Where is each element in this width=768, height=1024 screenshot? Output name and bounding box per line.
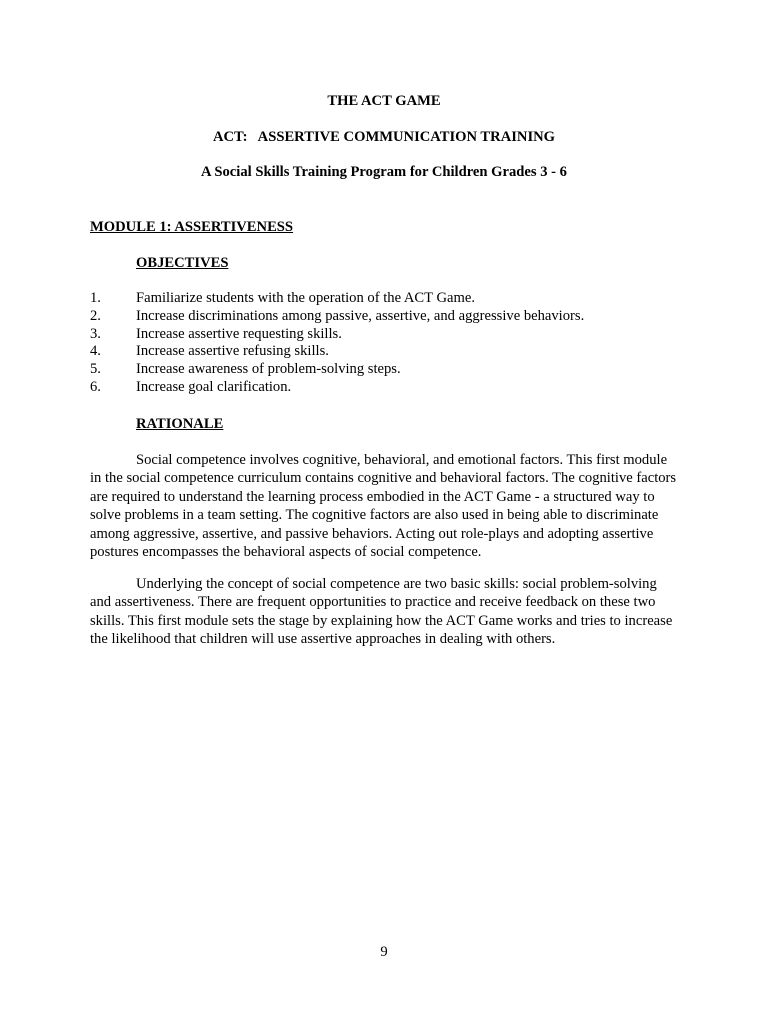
program-subtitle: A Social Skills Training Program for Children Grades 3 - 6: [201, 164, 567, 180]
list-item-number: 5.: [90, 361, 101, 378]
rationale-paragraph-1: Social competence involves cognitive, behavioral, and emotional factors. This first module in the social competence curriculum contains cognitive and behavioral factors. The cognitive factors are required to understand the learning process embodied in the ACT Game - a structured way to solve problems in a team setting. The cognitive factors are also used in being able to discriminate among aggressive, assertive, and passive behaviors. Acting out role-plays and adopting assertive postures encompasses the behavioral aspects of social competence.: [90, 452, 677, 561]
list-item-text: Familiarize students with the operation of the ACT Game.: [136, 290, 475, 306]
rationale-heading: RATIONALE: [136, 416, 224, 432]
list-item-text: Increase discriminations among passive, assertive, and aggressive behaviors.: [136, 307, 585, 324]
page-number: 9: [380, 944, 388, 960]
list-item: [90, 326, 710, 344]
objectives-list: [90, 290, 710, 397]
list-item-text: Increase assertive requesting skills.: [136, 325, 342, 342]
list-item-number: 6.: [90, 378, 101, 395]
list-item: [90, 379, 710, 397]
list-item-text: Increase assertive refusing skills.: [136, 343, 329, 360]
list-item-number: 3.: [90, 325, 101, 342]
list-item: [90, 290, 710, 308]
list-item: [90, 361, 710, 379]
program-title: ACT: ASSERTIVE COMMUNICATION TRAINING: [212, 129, 556, 145]
module-heading: MODULE 1: ASSERTIVENESS: [90, 219, 294, 235]
rationale-paragraph-2: Underlying the concept of social competence are two basic skills: social problem-solving and assertiveness. There are frequent opportunities to practice and receive feedback on these two skills. This first module sets the stage by explaining how the ACT Game works and tries to increase the likelihood that children will use assertive approaches in dealing with others.: [90, 576, 673, 648]
list-item-number: 1.: [90, 290, 101, 306]
list-item-text: Increase awareness of problem-solving steps.: [136, 361, 401, 378]
list-item-text: Increase goal clarification.: [136, 378, 292, 395]
list-item: [90, 343, 710, 361]
document-title: THE ACT GAME: [327, 93, 441, 109]
list-item-number: 2.: [90, 307, 101, 324]
list-item: [90, 308, 710, 326]
list-item-number: 4.: [90, 343, 101, 360]
objectives-heading: OBJECTIVES: [136, 255, 229, 271]
